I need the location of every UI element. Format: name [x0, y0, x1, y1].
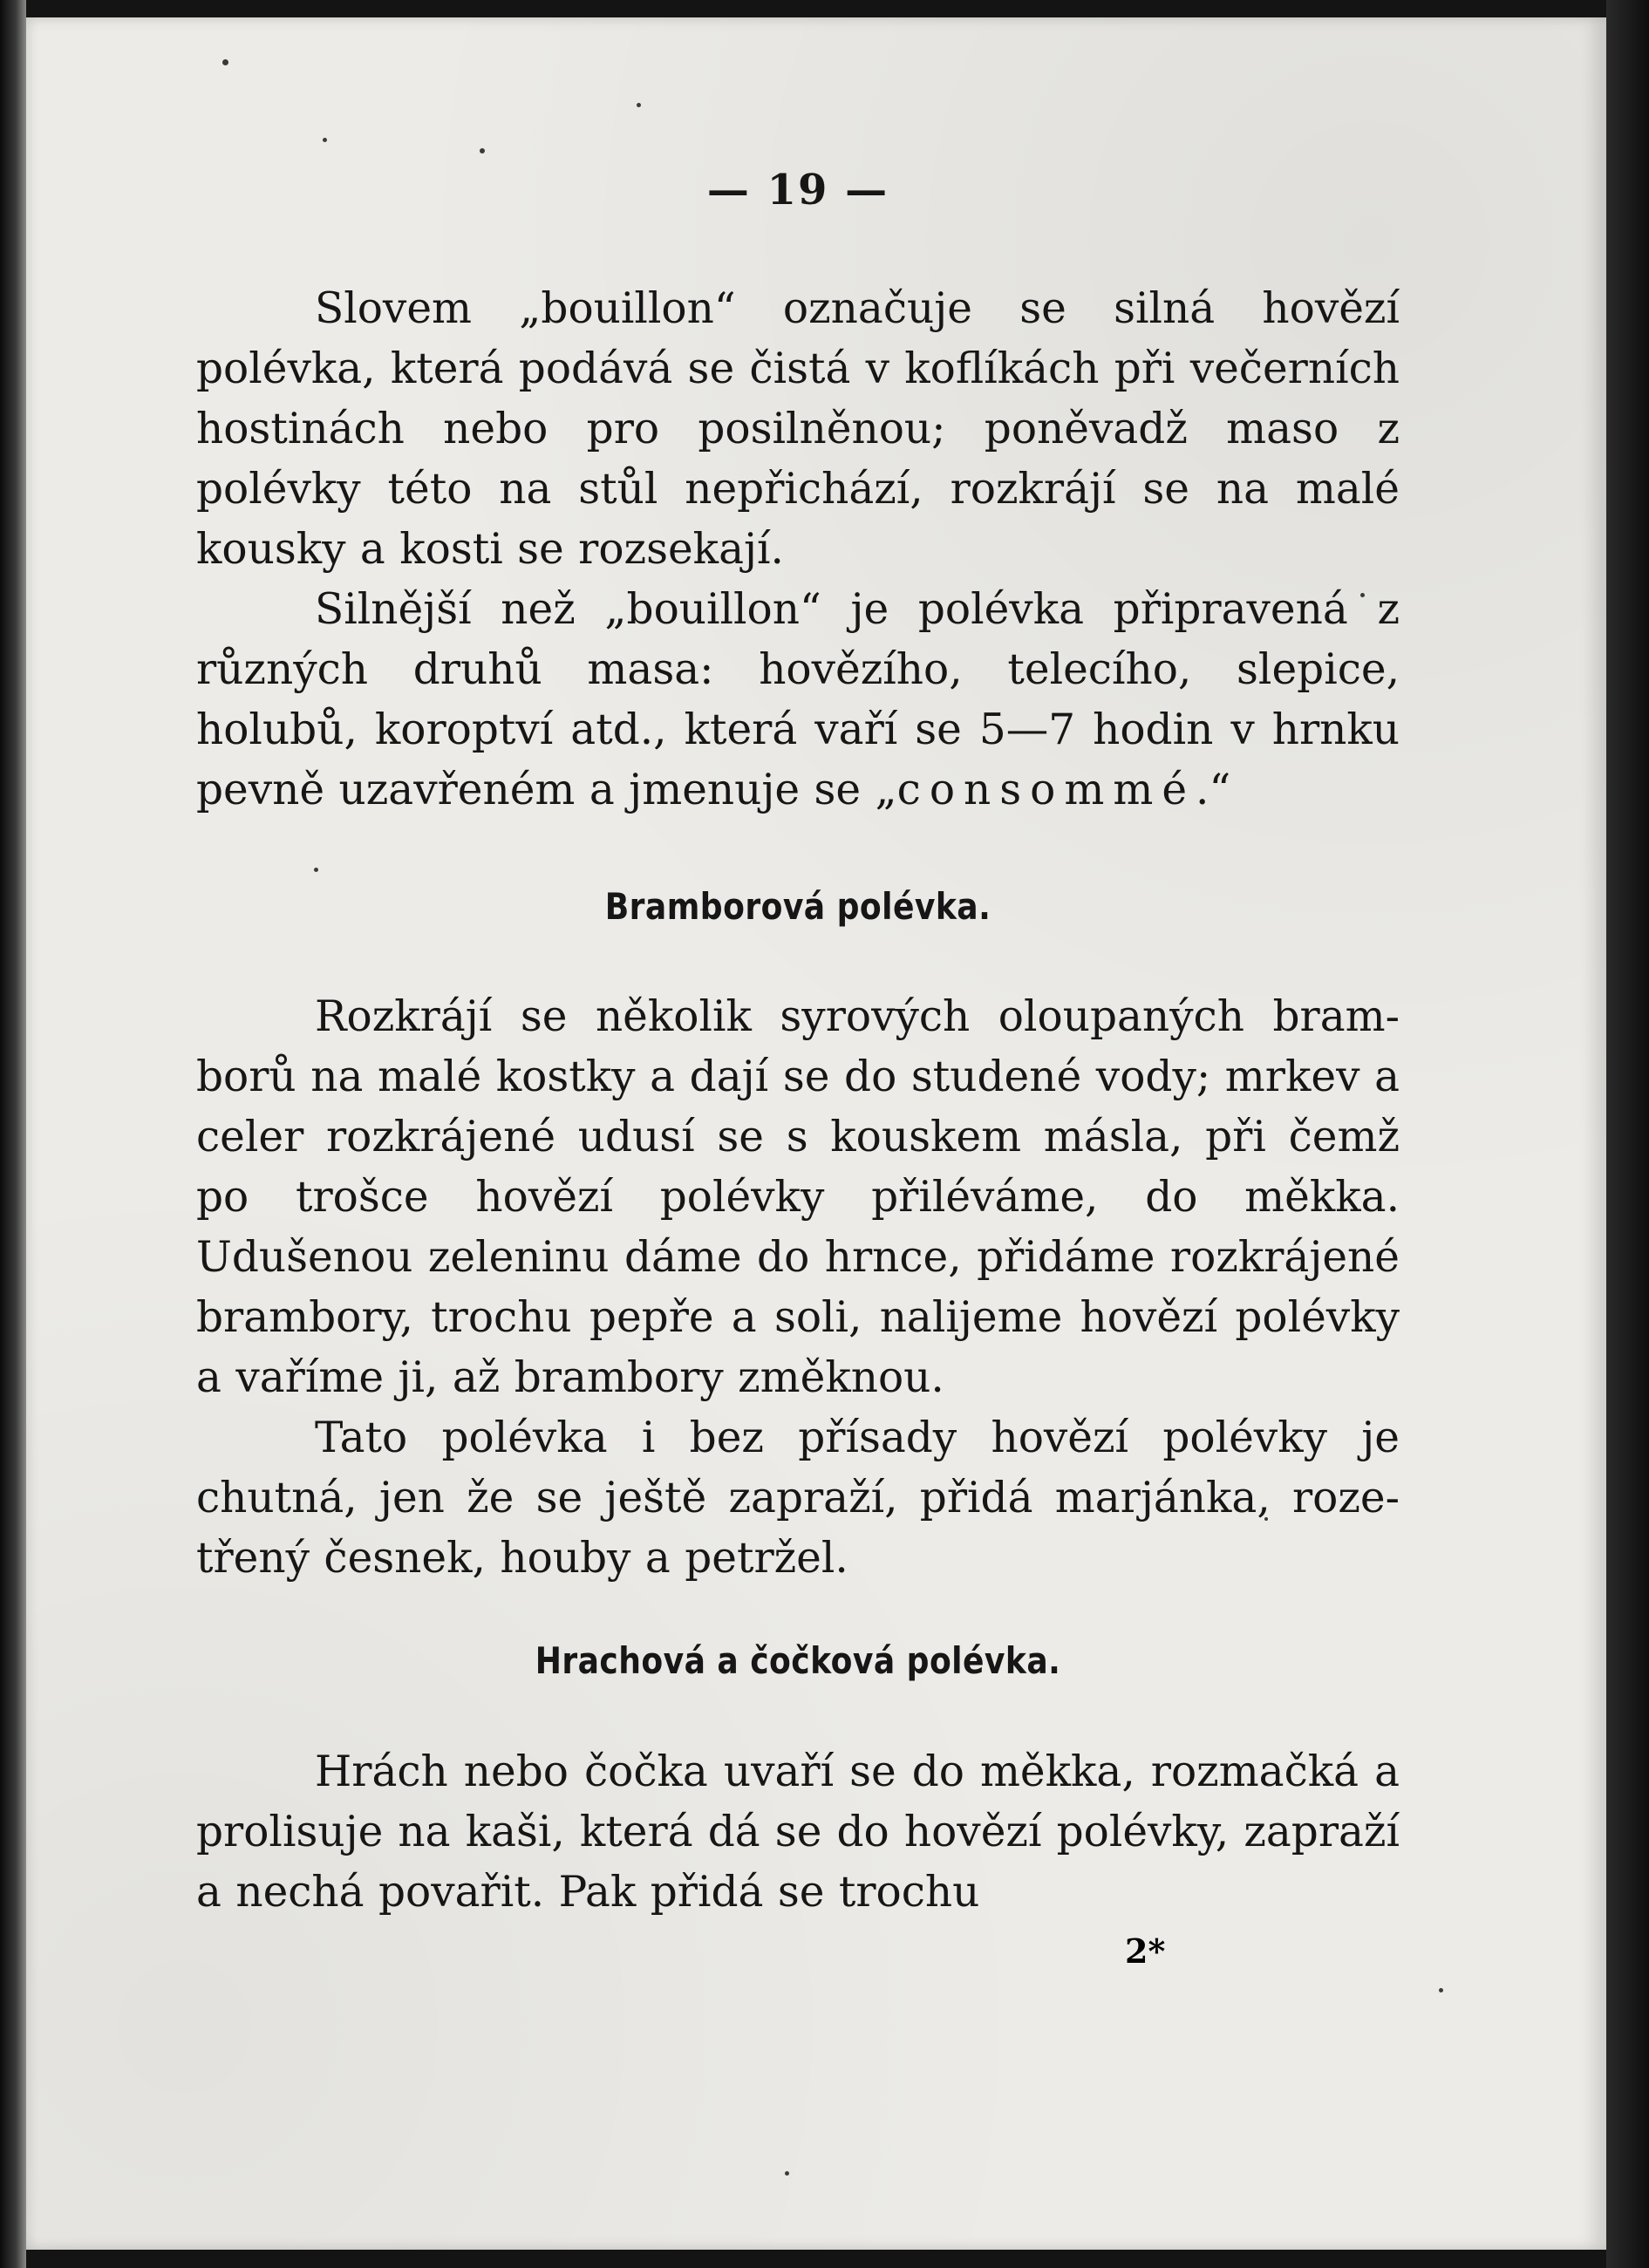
consomme-spaced-term: consommé — [896, 766, 1196, 814]
page-number: — 19 — — [706, 166, 889, 215]
paragraph-consomme-end: .“ — [1196, 766, 1231, 814]
scan-speck — [314, 868, 318, 872]
paragraph-bouillon: Slovem „bouillon“ označuje se silná hovězí polévka, která podává se čistá v koflíkách při večerních hostinách nebo pro posilněnou; poněvadž maso z polévky této na stůl nepřichází, rozkrájí se na malé kousky a kosti se rozsekají. — [196, 284, 1400, 574]
scan-speck — [1439, 1988, 1443, 1992]
paragraph-consomme-text: Silnější než „bouillon“ je polévka připravená z různých druhů masa: hovězího, telecího, slepice, holubů, koroptví atd., která vaří se 5—7 hodin v hrnku pevně uzavřeném a jmenuje se „ — [196, 585, 1400, 814]
scan-speck — [222, 59, 228, 65]
page-right-edge — [1606, 0, 1649, 2268]
paragraph-bramborova-1: Rozkrájí se několik syrových oloupaných bramborů na malé kostky a dají se do studené vody; mrkev a celer rozkrájené udusí se s kouskem másla, při čemž po trošce hovězí polévky přiléváme, do měkka. Udušenou zeleninu dáme do hrnce, přidáme rozkrájené brambory, trochu pepře a soli, nalijeme hovězí polévky a vaříme ji, až brambory změknou. — [196, 992, 1400, 1402]
paragraph-hrachova: Hrách nebo čočka uvaří se do měkka, rozmačká a prolisuje na kaši, která dá se do hovězí polévky, zapraží a nechá povařit. Pak přidá se trochu — [196, 1747, 1400, 1917]
paragraph-consomme — [196, 580, 1400, 821]
signature-mark: 2* — [1125, 1931, 1166, 1971]
scan-speck — [785, 2171, 789, 2176]
book-page — [26, 17, 1606, 2250]
page-left-edge — [0, 0, 26, 2268]
heading-hrachova: Hrachová a čočková polévka. — [535, 1639, 1061, 1682]
scan-speck — [637, 103, 641, 107]
scan-speck — [323, 138, 327, 142]
paragraph-bramborova-2: Tato polévka i bez přísady hovězí polévky je chutná, jen že se ještě zapraží, přidá marjánka, rozetřený česnek, houby a petržel. — [196, 1413, 1400, 1583]
heading-bramborova: Bramborová polévka. — [604, 885, 991, 928]
scan-speck — [480, 148, 485, 153]
